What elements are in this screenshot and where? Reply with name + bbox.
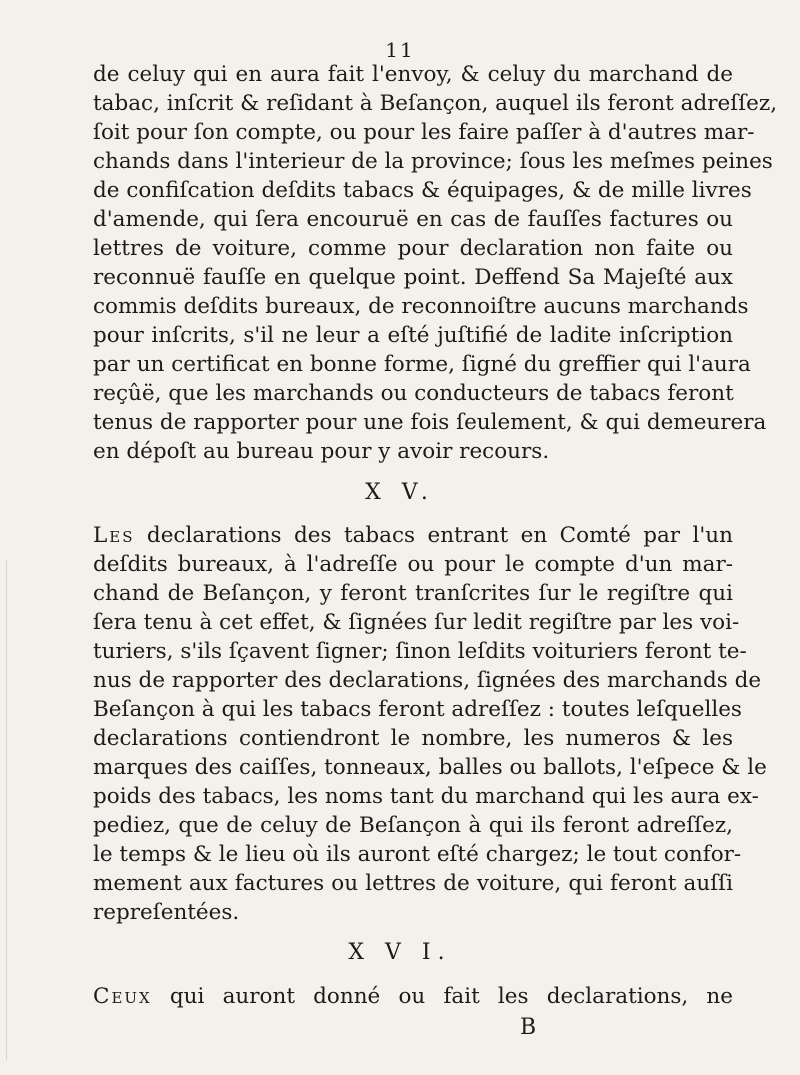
text-line: commis deſdits bureaux, de reconnoiſtre aucuns marchands	[93, 294, 749, 319]
text-line: Beſançon à qui les tabacs feront adreſſez : toutes leſquelles	[93, 697, 742, 722]
text-line: chands dans l'interieur de la province; ſous les meſmes peines	[93, 149, 773, 174]
paragraph-first-line: Ceux qui auront donné ou fait les declarations, ne	[93, 984, 733, 1009]
text-line: de celuy qui en aura fait l'envoy, & celuy du marchand de	[93, 62, 733, 87]
paragraph-article-xv	[93, 521, 767, 927]
text-line: par un certificat en bonne forme, ſigné du greffier qui l'aura	[93, 352, 751, 377]
text-line: repreſentées.	[93, 900, 240, 925]
article-heading-xvi: X V I.	[348, 940, 452, 965]
text-line: turiers, s'ils ſçavent ſigner; ſinon leſdits voituriers feront te-	[93, 639, 747, 664]
text-line: ſera tenu à cet effet, & ſignées ſur ledit regiſtre par les voi-	[93, 610, 740, 635]
text-line: en dépoſt au bureau pour y avoir recours.	[93, 439, 550, 464]
text-line: tenus de rapporter pour une fois ſeulement, & qui demeurera	[93, 410, 767, 435]
drop-lead-word: Ceux	[93, 984, 152, 1009]
drop-lead-word: Les	[93, 523, 135, 548]
text-line: reçûë, que les marchands ou conducteurs de tabacs feront	[93, 381, 734, 406]
text-line: d'amende, qui ſera encouruë en cas de fauſſes factures ou	[93, 207, 733, 232]
text-line: chand de Beſançon, y feront tranſcrites ſur le regiſtre qui	[93, 581, 733, 606]
text-line: reconnuë fauſſe en quelque point. Deffend Sa Majeſté aux	[93, 265, 733, 290]
margin-shadow	[6, 560, 7, 1060]
paragraph-continued	[93, 60, 778, 466]
text-line: tabac, inſcrit & reſidant à Beſançon, auquel ils feront adreſſez,	[93, 91, 778, 116]
page-number: 11	[385, 38, 415, 62]
text-line: mement aux factures ou lettres de voiture, qui feront auſſi	[93, 871, 733, 896]
text-line: marques des caiſſes, tonneaux, balles ou ballots, l'eſpece & le	[93, 755, 767, 780]
text-line: pour inſcrits, s'il ne leur a eſté juſtifié de ladite inſcription	[93, 323, 733, 348]
text-line: lettres de voiture, comme pour declaration non faite ou	[93, 236, 733, 261]
text-line: pediez, que de celuy de Beſançon à qui ils feront adreſſez,	[93, 813, 733, 838]
text-line: le temps & le lieu où ils auront eſté chargez; le tout confor-	[93, 842, 742, 867]
text-line: ſoit pour ſon compte, ou pour les faire paſſer à d'autres mar-	[93, 120, 755, 145]
catchword: B	[520, 1015, 537, 1040]
paragraph-article-xvi	[93, 982, 733, 1011]
text-line: deſdits bureaux, à l'adreſſe ou pour le compte d'un mar-	[93, 552, 733, 577]
paragraph-first-line: Les declarations des tabacs entrant en Comté par l'un	[93, 523, 733, 548]
article-heading-xv: X V.	[365, 480, 435, 505]
text-line: poids des tabacs, les noms tant du marchand qui les aura ex-	[93, 784, 759, 809]
text-line: de confiſcation deſdits tabacs & équipages, & de mille livres	[93, 178, 752, 203]
text-line: declarations contiendront le nombre, les numeros & les	[93, 726, 733, 751]
text-line: nus de rapporter des declarations, ſignées des marchands de	[93, 668, 762, 693]
